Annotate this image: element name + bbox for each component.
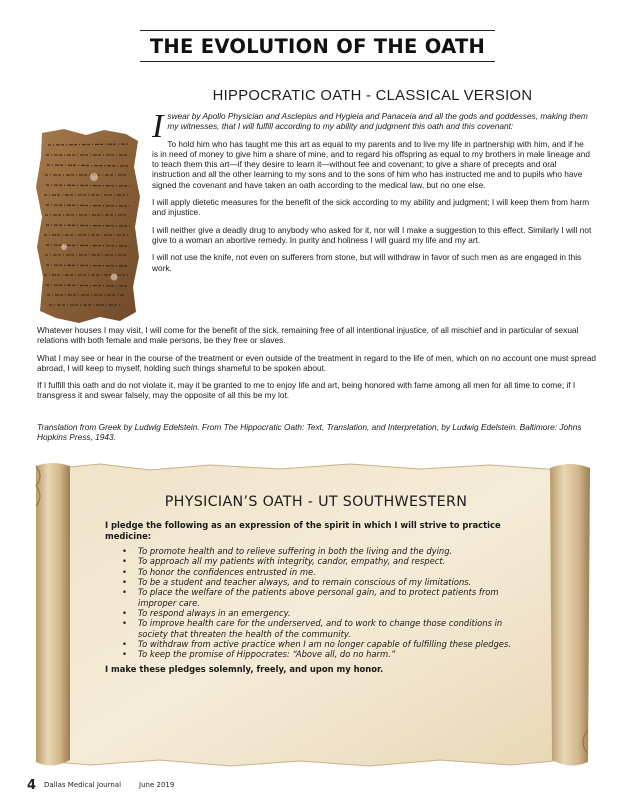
- pledge-intro: I pledge the following as an expression of the spirit in which I will strive to practice medicine:: [105, 520, 501, 541]
- page-footer: [27, 778, 174, 793]
- page-title: THE EVOLUTION OF THE OATH: [140, 30, 495, 62]
- list-item: • To respond always in an emergency.: [138, 608, 517, 618]
- publication-name: Dallas Medical Journal: [44, 781, 122, 789]
- list-item: • To improve health care for the underserved, and to work to change those conditions in society that threaten the health of the community.: [138, 618, 517, 639]
- page-number: 4: [27, 778, 37, 793]
- oath-paragraph: If I fulfill this oath and do not violate it, may it be granted to me to enjoy life and art, being honored with fame among all men for all time to come; if I transgress it and swear falsely, may the opposite of all this be my lot.: [37, 380, 576, 401]
- pledge-closing: I make these pledges solemnly, freely, and upon my honor.: [105, 664, 384, 675]
- oath-paragraph: I will neither give a deadly drug to anybody who asked for it, nor will I make a suggestion to this effect. Similarly I will not give to a woman an abortive remedy. In purity and holiness I will guard my life and my art.: [152, 224, 592, 245]
- oath-paragraph: I will not use the knife, not even on sufferers from stone, but will withdraw in favor of such men as are engaged in this work.: [152, 252, 582, 273]
- list-item: • To promote health and to relieve suffering in both the living and the dying.: [138, 546, 517, 556]
- oath-intro-text: swear by Apollo Physician and Asclepius and Hygieia and Panaceia and all the gods and goddesses, making them my witnesses, that I will fulfill according to my ability and judgment this oath and this covenant:: [167, 111, 588, 132]
- classical-oath-text: [152, 108, 592, 280]
- list-item: • To place the welfare of the patients above personal gain, and to protect patients from improper care.: [138, 587, 517, 608]
- physicians-oath-card: [105, 494, 517, 674]
- classical-oath-continued: [37, 325, 597, 408]
- issue-date: June 2019: [139, 781, 175, 789]
- list-item: • To keep the promise of Hippocrates: “Above all, do no harm.”: [138, 649, 517, 659]
- papyrus-fragment-image: [34, 127, 144, 325]
- list-item: • To honor the confidences entrusted in me.: [138, 567, 517, 577]
- oath-paragraph: I will apply dietetic measures for the benefit of the sick according to my ability and judgment; I will keep them from harm and injustice.: [152, 197, 590, 218]
- oath-paragraph: To hold him who has taught me this art as equal to my parents and to live my life in partnership with him, and if he is in need of money to give him a share of mine, and to regard his offspring as equal to my brothers in male lineage and to teach them this art—if they desire to learn it—without fee and covenant; to give a share of precepts and oral instruction and all the other learning to my sons and to the sons of him who has instructed me and to pupils who have signed the covenant and have taken an oath according to the medical law, but no one else.: [152, 138, 590, 190]
- oath-paragraph: Whatever houses I may visit, I will come for the benefit of the sick, remaining free of all intentional injustice, of all mischief and in particular of sexual relations with both female and male persons, be they free or slaves.: [37, 325, 579, 346]
- list-item: • To withdraw from active practice when I am no longer capable of fulfilling these pledges.: [138, 639, 517, 649]
- list-item: • To be a student and teacher always, and to remain conscious of my limitations.: [138, 577, 517, 587]
- drop-cap: I: [152, 108, 164, 145]
- translation-credit: Translation from Greek by Ludwig Edelstein. From The Hippocratic Oath: Text, Translation, and Interpretation, by Ludwig Edelstein. Baltimore: Johns Hopkins Press, 1943.: [37, 422, 582, 443]
- physicians-oath-heading: PHYSICIAN’S OATH - UT SOUTHWESTERN: [164, 494, 468, 510]
- list-item: • To approach all my patients with integrity, candor, empathy, and respect.: [138, 556, 517, 566]
- oath-paragraph: What I may see or hear in the course of the treatment or even outside of the treatment in regard to the life of men, which on no account one must spread abroad, I will keep to myself, holding such things shameful to be spoken about.: [37, 352, 596, 373]
- pledge-list: [105, 546, 517, 659]
- oath-intro: [152, 108, 592, 145]
- classical-oath-heading: HIPPOCRATIC OATH - CLASSICAL VERSION: [212, 88, 533, 104]
